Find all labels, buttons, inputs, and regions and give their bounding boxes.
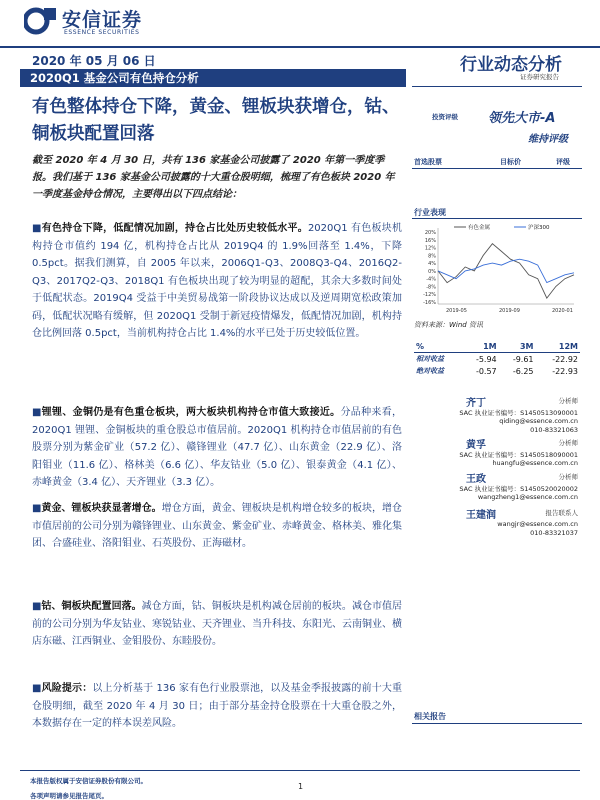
series-line-1 [438,259,574,282]
analyst-card [414,470,580,510]
report-headline: 有色整体持仓下降，黄金、锂板块获增仓，钴、铜板块配置回落 [32,97,400,144]
report-abstract: 截至 2020 年 4 月 30 日，共有 136 家基金公司披露了 2020 年第一季度季报。我们基于 136 家基金公司披露的十大重仓股明细，梳理了有色板块 2020 年一季度基金持仓情况，主要得出以下四点结论： [32,155,395,200]
table-cell: -22.92 [552,354,578,364]
table-cell: -6.25 [512,366,534,376]
rating-sub: 维持评级 [528,134,568,145]
rating-label: 投资评级 [432,113,458,121]
section-decrease: ■钴、铜板块配置回落。减仓方面，钴、铜板块是机构减仓居前的板块。减仓市值居前的公司分别为华友钴业、寒锐钴业、天齐锂业、当升科技、东阳光、云南铜业、横店东磁、江西铜业、金钼股份、东睦股份。 [32,601,403,647]
footer-copyright: 本报告版权属于安信证券股份有限公司。 [30,777,147,785]
analyst-name: 齐丁 [466,398,486,409]
analyst-role: 报告联系人 [545,509,578,517]
analyst-name: 王建润 [466,510,496,521]
report-subtitle-bar: 2020Q1 基金公司有色持仓分析 [20,69,406,87]
report-date: 2020 年 05 月 06 日 [32,54,156,68]
industry-performance-chart [414,222,580,318]
table-cell: -0.57 [475,366,497,376]
y-tick-label: 12% [424,245,436,252]
legend-label-hs300: 沪深300 [528,225,550,231]
section-increase: ■黄金、锂板块获显著增仓。增仓方面，黄金、锂板块是机构增仓较多的板块，增仓市值居前的公司分别为赣锋锂业、山东黄金、紫金矿业、赤峰黄金、格林美、雅化集团、合盛硅业、洛阳钼业、石英股份、正海磁材。 [32,503,403,549]
analyst-email[interactable]: huangfu@essence.com.cn [492,459,578,467]
analyst-email[interactable]: wangzheng1@essence.com.cn [477,493,578,501]
table-header-row [414,341,580,353]
footer-divider [20,770,580,771]
y-tick-label: -16% [423,300,436,306]
y-tick-label: 16% [424,237,436,244]
y-tick-label: -12% [423,292,436,299]
table-header: 12M [536,341,580,353]
table-header: 3M [499,341,536,353]
section-body: 2020Q1 有色板块机构持仓市值约 194 亿，机构持仓占比从 2019Q4 的 1.9%回落至 1.4%，下降 0.5pct。据我们测算，自 2005 年以来，2006Q1-Q3、2008Q3-Q4、2016Q2-Q3、2017Q2-Q3、2018Q1 有色板块出现了较为明显的超配，其余大多数时间处于低配状态。2019Q4 受益于中美贸易战第一阶段协议达成以及逆周期宽松政策加码，低配状况略有缓解，但 2020Q1 受制于新冠疫情爆发，低配情况加剧，机构持仓比例回落 0.5pct，当前机构持仓占比 1.4%的水平已处于历史较低位置。 [32,223,402,339]
analyst-role: 分析师 [558,439,578,447]
stock-header-rating: 评级 [556,158,570,166]
table-header: % [414,341,462,353]
y-tick-label: -4% [426,276,436,283]
stock-divider [412,168,582,169]
analyst-phone: 010-83321037 [530,529,578,537]
analyst-cert: SAC 执业证书编号：S1450520020002 [459,485,578,493]
section-risk: ■风险提示：以上分析基于 136 家有色行业股票池，以及基金季报披露的前十大重仓股明细，截至 2020 年 4 月 30 日；由于部分基金持仓股票在十大重仓股之外，本数据存在一定的样本误差风险。 [32,683,403,729]
section-title: 风险提示： [41,683,93,694]
x-tick-label: 2019-09 [499,308,520,314]
essence-logo-icon [24,6,60,36]
header-divider [0,46,600,48]
table-row [414,353,580,366]
y-tick-label: 20% [424,230,436,236]
analyst-name: 黄孚 [466,440,486,451]
table-cell: -9.61 [512,354,534,364]
stock-header-target: 目标价 [500,158,521,166]
section-title: 黄金、锂板块获显著增仓。 [41,503,162,514]
y-tick-label: 0% [428,268,436,275]
brand-name-cn: 安信证券 [62,9,143,31]
y-tick-label: 4% [428,261,436,268]
report-type: 行业动态分析 [460,55,562,75]
stock-header-pick: 首选股票 [414,158,442,166]
section-body: 分品种来看，2020Q1 锂锂、金铜板块的重仓股总市值居前。2020Q1 机构持仓市值居前的有色股票分别为紫金矿业（57.2 亿）、赣锋锂业（47.7 亿）、山东黄金（22.9 亿）、洛阳钼业（11.6 亿）、格林美（6.6 亿）、华友钴业（5.0 亿）、银泰黄金（4.1 亿）、赤峰黄金（3.4 亿）、天齐锂业（3.3 亿）。 [32,407,403,488]
rating-value: 领先大市-A [488,111,556,126]
section-body: 以上分析基于 136 家有色行业股票池，以及基金季报披露的前十大重仓股明细，截至 2020 年 4 月 30 日；由于部分基金持仓股票在十大重仓股之外，本数据存在一定的样本误差风险。 [32,683,403,729]
performance-label: 行业表现 [414,208,446,217]
table-row [414,365,580,377]
x-tick-label: 2019-05 [446,308,467,314]
section-heavy-sectors: ■锂锂、金铜仍是有色重仓板块，两大板块机构持仓市值大致接近。分品种来看，2020Q1 锂锂、金铜板块的重仓股总市值居前。2020Q1 机构持仓市值居前的有色股票分别为紫金矿业（57.2 亿）、赣锋锂业（47.7 亿）、山东黄金（22.9 亿）、洛阳钼业（11.6 亿）、格林美（6.6 亿）、华友钴业（5.0 亿）、银泰黄金（4.1 亿）、赤峰黄金（3.4 亿）、天齐锂业（3.3 亿）。 [32,407,403,488]
analyst-email[interactable]: qiding@essence.com.cn [499,417,578,425]
analyst-card [414,394,580,442]
section-body: 增仓方面，黄金、锂板块是机构增仓较多的板块，增仓市值居前的公司分别为赣锋锂业、山东黄金、紫金矿业、赤峰黄金、格林美、雅化集团、合盛硅业、洛阳钼业、石英股份、正海磁材。 [32,503,403,549]
chart-source: 资料来源：Wind 资讯 [414,321,483,329]
section-title: 有色持仓下降，低配情况加剧，持仓占比处历史较低水平。 [41,223,308,234]
analyst-cert: SAC 执业证书编号：S1450513090001 [459,409,578,417]
analyst-role: 分析师 [558,473,578,481]
table-header: 1M [462,341,499,353]
analyst-card [414,506,580,546]
section-title: 锂锂、金铜仍是有色重仓板块，两大板块机构持仓市值大致接近。 [41,407,341,418]
series-line-0 [438,244,574,298]
related-reports-label: 相关报告 [414,712,446,721]
right-divider [412,86,582,87]
legend-label-nonferrous: 有色金属 [468,225,491,231]
performance-table [414,341,580,377]
table-cell: -22.93 [552,366,578,376]
analyst-role: 分析师 [558,397,578,405]
brand-name-en: ESSENCE SECURITIES [64,29,140,36]
analyst-name: 王政 [466,474,486,485]
performance-divider [412,218,582,219]
analyst-phone: 010-83321063 [530,426,578,434]
related-divider [412,723,582,724]
section-body: 减仓方面，钴、铜板块是机构减仓居前的板块。减仓市值居前的公司分别为华友钴业、寒锐钴业、天齐锂业、当升科技、东阳光、云南铜业、横店东磁、江西铜业、金钼股份、东睦股份。 [32,601,403,647]
x-tick-label: 2020-01 [552,308,573,314]
section-holdings-decline: ■有色持仓下降，低配情况加剧，持仓占比处历史较低水平。2020Q1 有色板块机构持仓市值约 194 亿，机构持仓占比从 2019Q4 的 1.9%回落至 1.4%，下降 0.5pct。据我们测算，自 2005 年以来，2006Q1-Q3、2008Q3-Q4、2016Q2-Q3、2017Q2-Q3、2018Q1 有色板块出现了较为明显的超配，其余大多数时间处于低配状态。2019Q4 受益于中美贸易战第一阶段协议达成以及逆周期宽松政策加码，低配状况略有缓解，但 2020Q1 受制于新冠疫情爆发，低配情况加剧，机构持仓比例回落 0.5pct，当前机构持仓占比 1.4%的水平已处于历史较低位置。 [32,223,402,339]
report-type-sub: 证券研究报告 [520,73,559,81]
y-tick-label: -8% [426,284,436,291]
row-label: 相对收益 [416,355,444,363]
table-cell: -5.94 [475,354,497,364]
footer-disclaimer: 各项声明请参见报告尾页。 [30,792,108,800]
analyst-email[interactable]: wangjr@essence.com.cn [497,520,578,528]
y-tick-label: 8% [428,253,436,260]
page-number: 1 [298,782,304,791]
section-title: 钴、铜板块配置回落。 [41,601,142,612]
analyst-cert: SAC 执业证书编号：S1450518090001 [459,451,578,459]
row-label: 绝对收益 [416,367,444,375]
